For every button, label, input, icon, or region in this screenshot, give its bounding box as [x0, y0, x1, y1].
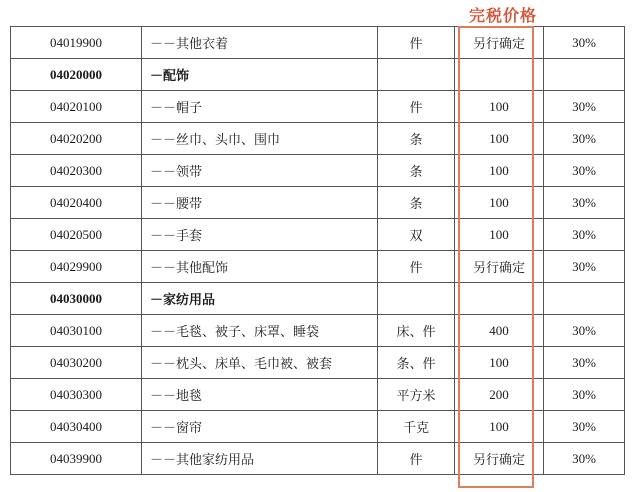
description-cell: －－毛毯、被子、床罩、睡袋: [142, 315, 378, 347]
hs-code-cell: 04030100: [11, 315, 142, 347]
tax-rate-cell: 30%: [544, 155, 625, 187]
tariff-table-body: [11, 27, 625, 475]
unit-cell: [378, 59, 455, 91]
duty-price-cell: 100: [455, 219, 544, 251]
table-row: [11, 251, 625, 283]
duty-price-cell: [455, 59, 544, 91]
hs-code-cell: 04029900: [11, 251, 142, 283]
tax-rate-cell: 30%: [544, 443, 625, 475]
hs-code-cell: 04020200: [11, 123, 142, 155]
description-cell: －－地毯: [142, 379, 378, 411]
tax-rate-cell: [544, 283, 625, 315]
unit-cell: 床、件: [378, 315, 455, 347]
duty-price-cell: 另行确定: [455, 443, 544, 475]
description-cell: －－枕头、床单、毛巾被、被套: [142, 347, 378, 379]
unit-cell: 条、件: [378, 347, 455, 379]
table-row: [11, 155, 625, 187]
tax-rate-cell: 30%: [544, 411, 625, 443]
tax-rate-cell: 30%: [544, 379, 625, 411]
table-row: [11, 123, 625, 155]
description-cell: －－帽子: [142, 91, 378, 123]
hs-code-cell: 04020300: [11, 155, 142, 187]
hs-code-cell: 04030000: [11, 283, 142, 315]
unit-cell: 件: [378, 27, 455, 59]
unit-cell: [378, 283, 455, 315]
table-row: [11, 27, 625, 59]
tax-rate-cell: [544, 59, 625, 91]
hs-code-cell: 04039900: [11, 443, 142, 475]
unit-cell: 件: [378, 443, 455, 475]
description-cell: －－手套: [142, 219, 378, 251]
description-cell: －－其他衣着: [142, 27, 378, 59]
table-row: [11, 91, 625, 123]
unit-cell: 双: [378, 219, 455, 251]
unit-cell: 条: [378, 187, 455, 219]
hs-code-cell: 04030200: [11, 347, 142, 379]
hs-code-cell: 04030400: [11, 411, 142, 443]
tax-rate-cell: 30%: [544, 315, 625, 347]
hs-code-cell: 04020400: [11, 187, 142, 219]
duty-price-cell: 100: [455, 123, 544, 155]
duty-price-cell: 100: [455, 411, 544, 443]
description-cell: －配饰: [142, 59, 378, 91]
table-row: [11, 443, 625, 475]
hs-code-cell: 04020500: [11, 219, 142, 251]
table-row: [11, 187, 625, 219]
tax-rate-cell: 30%: [544, 123, 625, 155]
description-cell: －－丝巾、头巾、围巾: [142, 123, 378, 155]
hs-code-cell: 04030300: [11, 379, 142, 411]
table-row: [11, 59, 625, 91]
tariff-table: [10, 26, 625, 475]
unit-cell: 条: [378, 123, 455, 155]
description-cell: －－其他配饰: [142, 251, 378, 283]
unit-cell: 条: [378, 155, 455, 187]
duty-price-cell: 200: [455, 379, 544, 411]
duty-price-cell: [455, 283, 544, 315]
duty-price-cell: 100: [455, 91, 544, 123]
duty-price-cell: 100: [455, 187, 544, 219]
hs-code-cell: 04019900: [11, 27, 142, 59]
table-row: [11, 315, 625, 347]
table-row: [11, 379, 625, 411]
tax-rate-cell: 30%: [544, 347, 625, 379]
table-row: [11, 219, 625, 251]
description-cell: －－其他家纺用品: [142, 443, 378, 475]
duty-price-cell: 另行确定: [455, 27, 544, 59]
duty-price-cell: 100: [455, 347, 544, 379]
unit-cell: 件: [378, 251, 455, 283]
hs-code-cell: 04020000: [11, 59, 142, 91]
unit-cell: 件: [378, 91, 455, 123]
hs-code-cell: 04020100: [11, 91, 142, 123]
unit-cell: 平方米: [378, 379, 455, 411]
table-row: [11, 347, 625, 379]
tax-rate-cell: 30%: [544, 91, 625, 123]
table-row: [11, 411, 625, 443]
description-cell: －－腰带: [142, 187, 378, 219]
tax-rate-cell: 30%: [544, 187, 625, 219]
description-cell: －－领带: [142, 155, 378, 187]
duty-price-cell: 400: [455, 315, 544, 347]
description-cell: －家纺用品: [142, 283, 378, 315]
unit-cell: 千克: [378, 411, 455, 443]
table-row: [11, 283, 625, 315]
tax-rate-cell: 30%: [544, 27, 625, 59]
duty-price-cell: 100: [455, 155, 544, 187]
tax-rate-cell: 30%: [544, 219, 625, 251]
duty-price-cell: 另行确定: [455, 251, 544, 283]
tax-rate-cell: 30%: [544, 251, 625, 283]
price-column-title: 完税价格: [468, 6, 537, 25]
description-cell: －－窗帘: [142, 411, 378, 443]
